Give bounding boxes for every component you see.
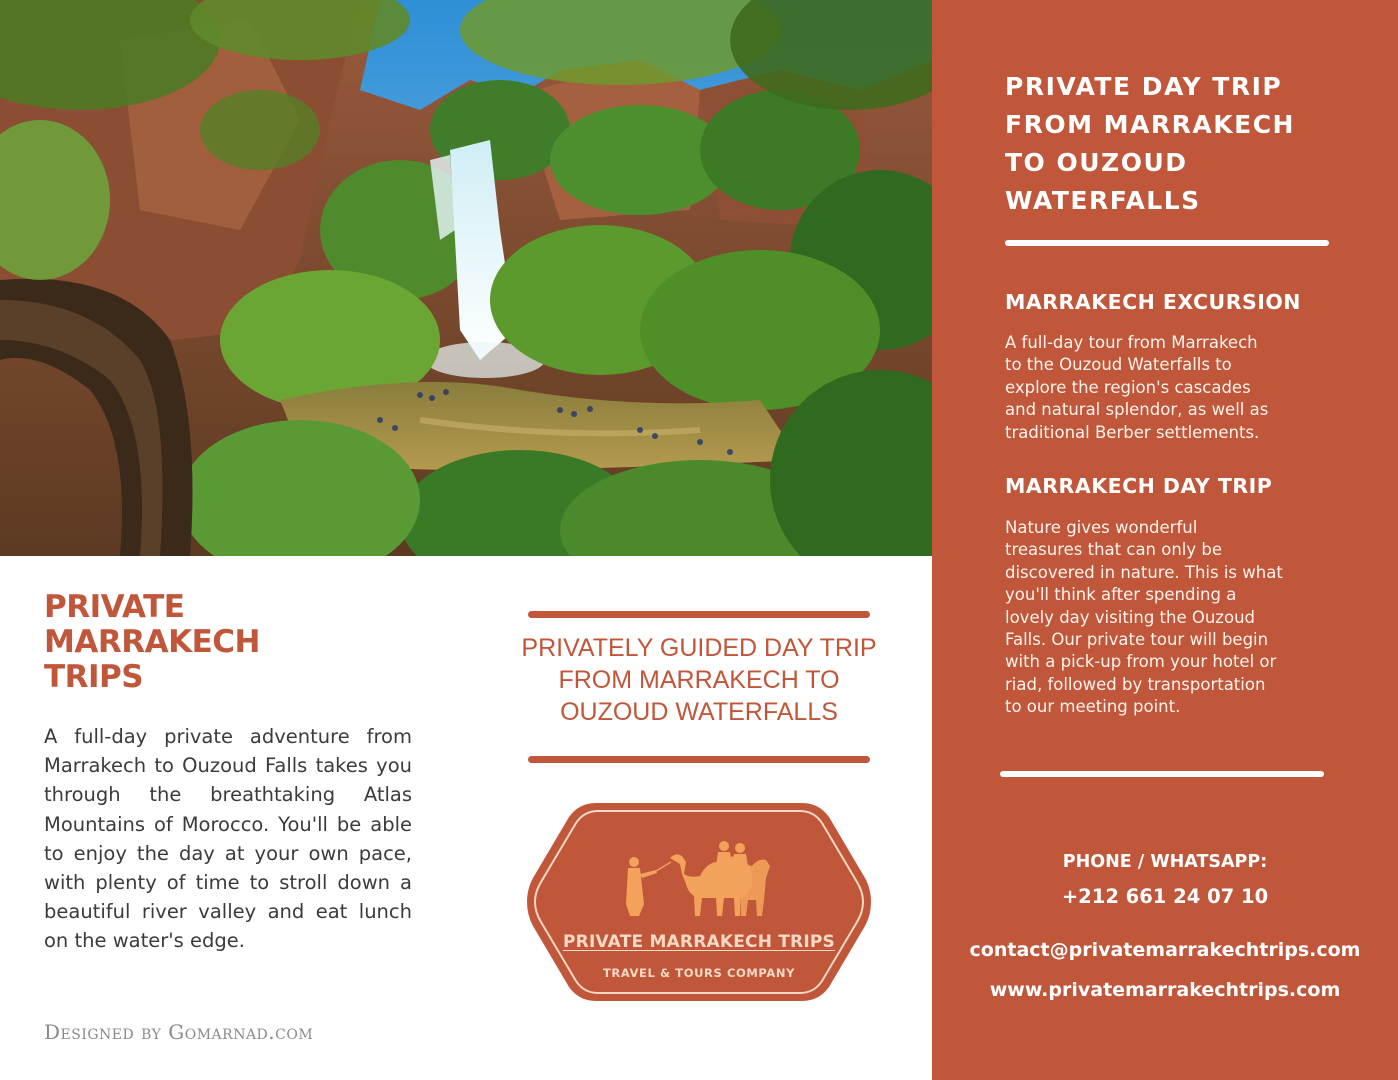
brand-title-line: TRIPS xyxy=(44,659,144,695)
section-heading-excursion: MARRAKECH EXCURSION xyxy=(1005,290,1301,314)
section-body-line: Falls. Our private tour will begin xyxy=(1005,630,1269,650)
waterfall-photo xyxy=(0,0,932,556)
tagline: PRIVATELY GUIDED DAY TRIP FROM MARRAKECH TO OUZOUD WATERFALLS xyxy=(521,634,877,726)
contact-label: PHONE / WHATSAPP: xyxy=(1062,852,1268,872)
section-heading-day-trip: MARRAKECH DAY TRIP xyxy=(1005,474,1273,498)
panel-contact-divider xyxy=(1000,771,1324,777)
section-body-line: A full-day tour from Marrakech xyxy=(1005,333,1258,352)
section-body-line: riad, followed by transportation xyxy=(1005,674,1266,694)
logo-company-name: PRIVATE MARRAKECH TRIPS xyxy=(563,932,835,952)
section-body-line: and natural splendor, as well as xyxy=(1005,400,1269,420)
section-body-line: to our meeting point. xyxy=(1005,697,1181,717)
website-link[interactable]: www.privatemarrakechtrips.com xyxy=(989,979,1341,1001)
panel-title-line: FROM MARRAKECH xyxy=(1005,110,1295,139)
panel-title-line: TO OUZOUD xyxy=(1005,148,1188,177)
section-body-line: to the Ouzoud Waterfalls to xyxy=(1005,355,1232,375)
section-body-line: discovered in nature. This is what xyxy=(1005,562,1283,582)
brand-title-line: PRIVATE xyxy=(44,589,185,625)
section-body-line: lovely day visiting the Ouzoud xyxy=(1005,607,1255,627)
info-panel xyxy=(932,0,1398,1080)
intro-paragraph: A full-day private adventure from Marrakech to Ouzoud Falls takes you through the breathtaking Atlas Mountains of Morocco. You'll be able to enjoy the day at your own pace, with plenty of time to stroll down a beautiful river valley and eat lunch on the water's edge. xyxy=(44,725,412,953)
company-logo xyxy=(526,800,872,1004)
logo-subtitle: TRAVEL & TOURS COMPANY xyxy=(602,966,796,980)
panel-title-line: PRIVATE DAY TRIP xyxy=(1005,72,1283,101)
panel-title-line: WATERFALLS xyxy=(1005,186,1201,215)
designer-credit: Designed by Gomarnad.com xyxy=(44,1020,314,1044)
brand-title-line: MARRAKECH xyxy=(44,624,260,660)
section-body-line: traditional Berber settlements. xyxy=(1005,422,1260,442)
section-body-line: with a pick-up from your hotel or xyxy=(1005,652,1277,672)
panel-title xyxy=(1005,68,1335,220)
contact-email-link[interactable]: contact@privatemarrakechtrips.com xyxy=(969,939,1361,961)
brand-title xyxy=(44,590,344,695)
tagline-bottom-divider xyxy=(528,756,870,763)
section-body-line: Nature gives wonderful xyxy=(1005,518,1198,537)
section-body-line: treasures that can only be xyxy=(1005,540,1223,560)
contact-phone[interactable]: +212 661 24 07 10 xyxy=(1061,885,1269,908)
panel-title-divider xyxy=(1005,240,1329,246)
tagline-top-divider xyxy=(528,611,870,618)
section-body-excursion xyxy=(1005,332,1268,444)
section-body-day-trip xyxy=(1005,517,1283,719)
section-body-line: you'll think after spending a xyxy=(1005,585,1237,605)
section-body-line: explore the region's cascades xyxy=(1005,377,1251,397)
